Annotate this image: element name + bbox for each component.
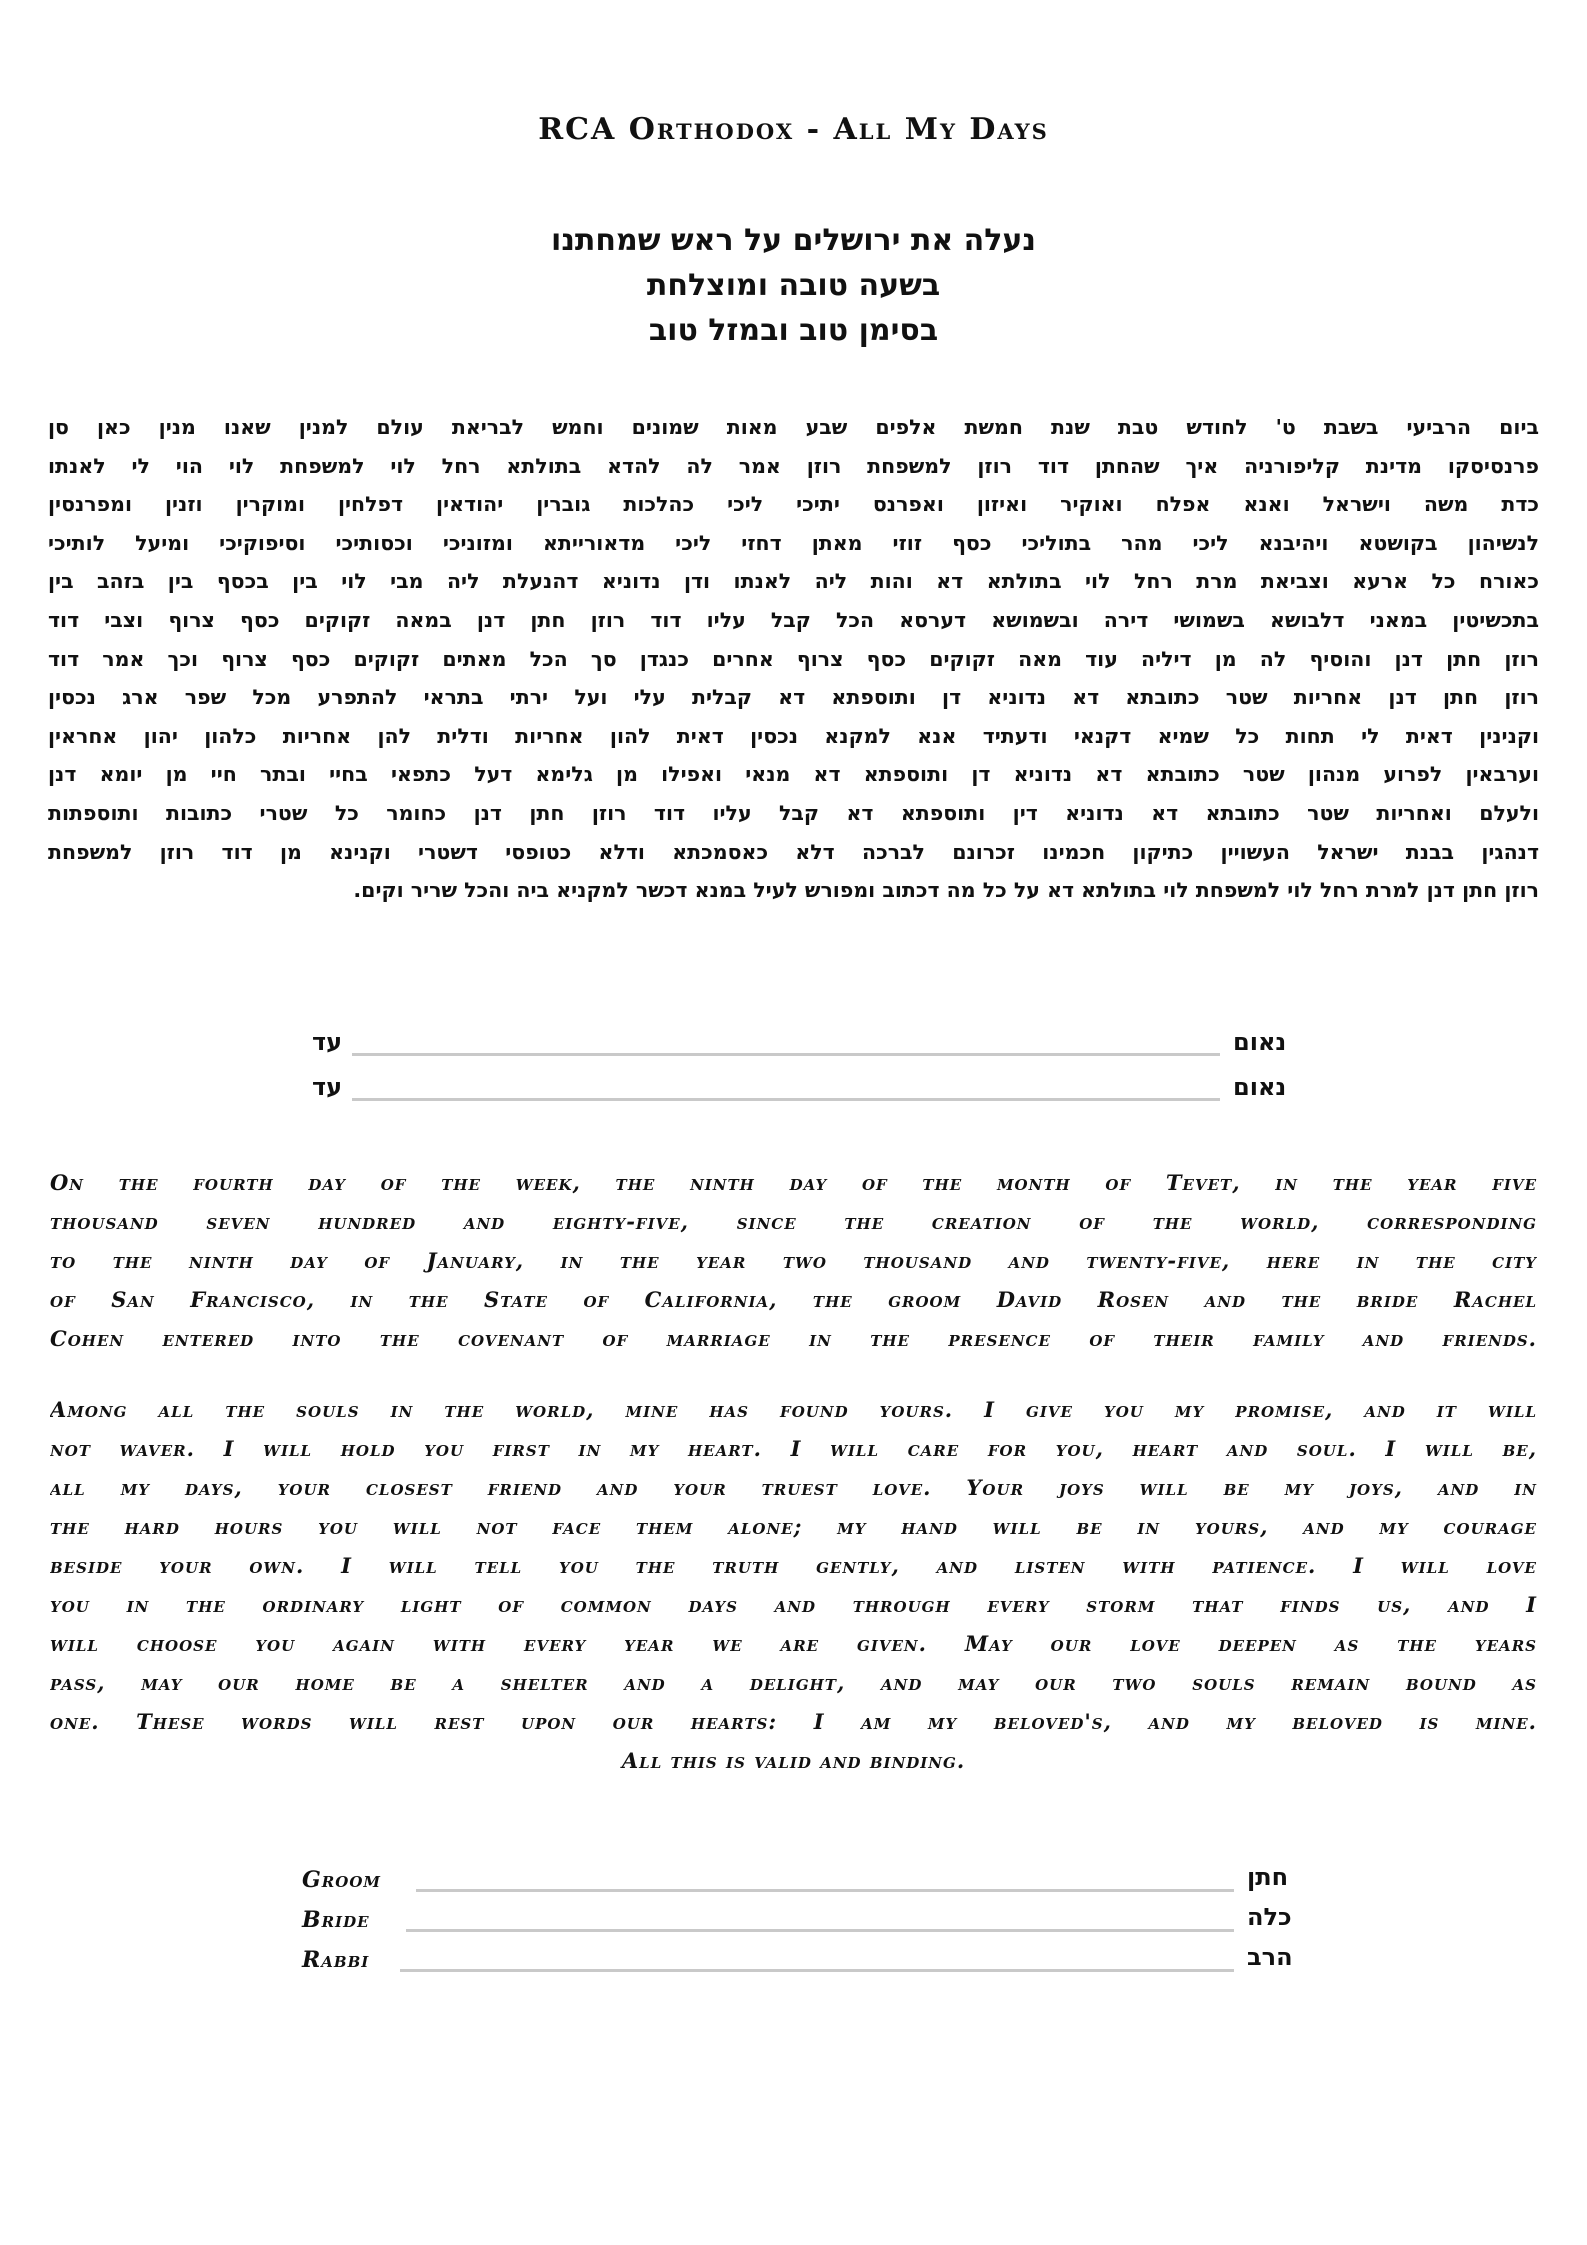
english-text-line: one. These words will rest upon our hearts: I am my beloved's, and my beloved is mine. xyxy=(50,1709,1537,1734)
groom-label: Groom xyxy=(302,1867,381,1893)
hebrew-ketubah-text xyxy=(48,408,1539,910)
hebrew-heading xyxy=(0,218,1587,353)
english-closing-line: All this is valid and binding. xyxy=(621,1748,966,1773)
hebrew-heading-line: בשעה טובה ומוצלחת xyxy=(646,268,941,303)
witness-name-label: נאום xyxy=(1233,1073,1287,1101)
english-text-line: Cohen entered into the covenant of marriage in the presence of their family and friends. xyxy=(50,1326,1537,1351)
hebrew-text-line: רוזן חתן דנן והוסיף לה מן דיליה עוד מאה זקוקים כסף צרוף אחרים כנגדן סך הכל מאתים זקוקים כסף צרוף וכך אמר דוד xyxy=(48,646,1539,671)
english-paragraph-intro xyxy=(50,1163,1537,1358)
english-text-line: Among all the souls in the world, mine has found yours. I give you my promise, and it will xyxy=(50,1397,1537,1422)
groom-signature-row xyxy=(0,1863,1587,1901)
hebrew-text-line: וקנינין דאית לי תחות כל שמיא דקנאי ודעתיד אנא למקנא נכסין דאית להון אחריות ודלית להן אחריות כלהון יהון אחראין xyxy=(48,723,1539,748)
english-text-line: thousand seven hundred and eighty-five, since the creation of the world, corresponding xyxy=(50,1209,1537,1234)
witness-name-label: נאום xyxy=(1233,1028,1287,1056)
bride-label: Bride xyxy=(302,1907,370,1933)
hebrew-heading-line: נעלה את ירושלים על ראש שמחתנו xyxy=(551,223,1036,258)
hebrew-text-line: וערבאין לפרוע מנהון שטר כתובתא דא נדוניא דן ותוספתא דא מנאי ואפילו מן גלימא דעל כתפאי בחיי ובתר חיי מן יומא דנן xyxy=(48,762,1539,787)
hebrew-text-line: בתכשיטין במאני דלבושא בשמושי דירה ובשמושא דערסא הכל קבל עליו דוד רוזן חתן דנן במאה זקוקים כסף צרוף וצבי דוד xyxy=(48,607,1539,632)
english-text-line: to the ninth day of January, in the year two thousand and twenty-five, here in the city xyxy=(50,1248,1537,1273)
witness-label: עד xyxy=(312,1073,343,1101)
bride-signature-line[interactable] xyxy=(406,1929,1234,1932)
english-text-line: you in the ordinary light of common days and through every storm that finds us, and I xyxy=(50,1592,1537,1617)
english-text-line: the hard hours you will not face them alone; my hand will be in yours, and my courage xyxy=(50,1514,1537,1539)
witness-signature-row xyxy=(0,1073,1587,1107)
bride-signature-row xyxy=(0,1903,1587,1941)
hebrew-text-line: דנהגין בבנת ישראל העשויין כתיקון חכמינו זכרונם לברכה דלא כאסמכתא ודלא כטופסי דשטרי וקנינא מן דוד רוזן למשפחת xyxy=(48,839,1539,864)
rabbi-hebrew-label: הרב xyxy=(1247,1943,1293,1971)
hebrew-text-line: לנשיהון בקושטא ויהיבנא ליכי מהר בתוליכי כסף זוזי מאתן דחזי ליכי מדאורייתא ומזוניכי וכסותיכי וסיפוקיכי ומיעל לותיכי xyxy=(48,530,1539,555)
witness-label: עד xyxy=(312,1028,343,1056)
witness-signature-line[interactable] xyxy=(352,1053,1220,1056)
english-text-line: of San Francisco, in the State of California, the groom David Rosen and the bride Rachel xyxy=(50,1287,1537,1312)
hebrew-text-line: רוזן חתן דנן אחריות שטר כתובתא דא נדוניא דן ותוספתא דא קבלית עלי ועל ירתי בתראי להתפרע מכל שפר ארג נכסין xyxy=(48,685,1539,710)
hebrew-text-line: כדת משה וישראל ואנא אפלח ואוקיר ואיזון ואפרנס יתיכי ליכי כהלכות גוברין יהודאין דפלחין ומוקרין וזנין ומפרנסין xyxy=(48,492,1539,517)
hebrew-text-line: כאורח כל ארעא וצביאת מרת רחל לוי בתולתא דא והות ליה לאנתו ודן נדוניא דהנעלת ליה מבי לוי בין בכסף בין בזהב בין xyxy=(48,569,1539,594)
hebrew-text-line: ביום הרביעי בשבת ט' לחודש טבת שנת חמשת אלפים שבע מאות שמונים וחמש לבריאת עולם למנין שאנו מנין כאן סן xyxy=(48,415,1539,439)
english-text-line: pass, may our home be a shelter and a delight, and may our two souls remain bound as xyxy=(50,1670,1537,1695)
english-text-line: not waver. I will hold you first in my heart. I will care for you, heart and soul. I will be, xyxy=(50,1436,1537,1461)
bride-hebrew-label: כלה xyxy=(1247,1903,1292,1931)
rabbi-signature-row xyxy=(0,1943,1587,1981)
rabbi-signature-line[interactable] xyxy=(400,1969,1234,1972)
rabbi-label: Rabbi xyxy=(302,1947,370,1973)
hebrew-text-line: ולעלם ואחריות שטר כתובתא דא נדוניא דין ותוספתא דא קבל עליו דוד רוזן חתן דנן כחומר כל שטרי כתובות ותוספתות xyxy=(48,800,1539,825)
witness-signature-line[interactable] xyxy=(352,1098,1220,1101)
english-text-line: all my days, your closest friend and your truest love. Your joys will be my joys, and in xyxy=(50,1475,1537,1500)
witness-signature-row xyxy=(0,1028,1587,1062)
groom-signature-line[interactable] xyxy=(416,1889,1234,1892)
english-text-line: will choose you again with every year we are given. May our love deepen as the years xyxy=(50,1631,1537,1656)
english-text-line: On the fourth day of the week, the ninth day of the month of Tevet, in the year five xyxy=(50,1170,1537,1195)
hebrew-text-line: פרנסיסקו מדינת קליפורניה איך שהחתן דוד רוזן למשפחת רוזן אמר לה להדא בתולתא רחל לוי למשפחת לוי הוי לי לאנתו xyxy=(48,453,1539,478)
english-paragraph-vows xyxy=(50,1390,1537,1780)
document-title: RCA Orthodox - All My Days xyxy=(538,112,1049,147)
english-text-line: beside your own. I will tell you the truth gently, and listen with patience. I will love xyxy=(50,1553,1537,1578)
hebrew-text-line: רוזן חתן דנן למרת רחל לוי למשפחת לוי בתולתא דא על כל מה דכתוב ומפורש לעיל במנא דכשר למקניא ביה והכל שריר וקים. xyxy=(353,878,1539,903)
groom-hebrew-label: חתן xyxy=(1247,1863,1289,1891)
hebrew-heading-line: בסימן טוב ובמזל טוב xyxy=(648,313,939,348)
